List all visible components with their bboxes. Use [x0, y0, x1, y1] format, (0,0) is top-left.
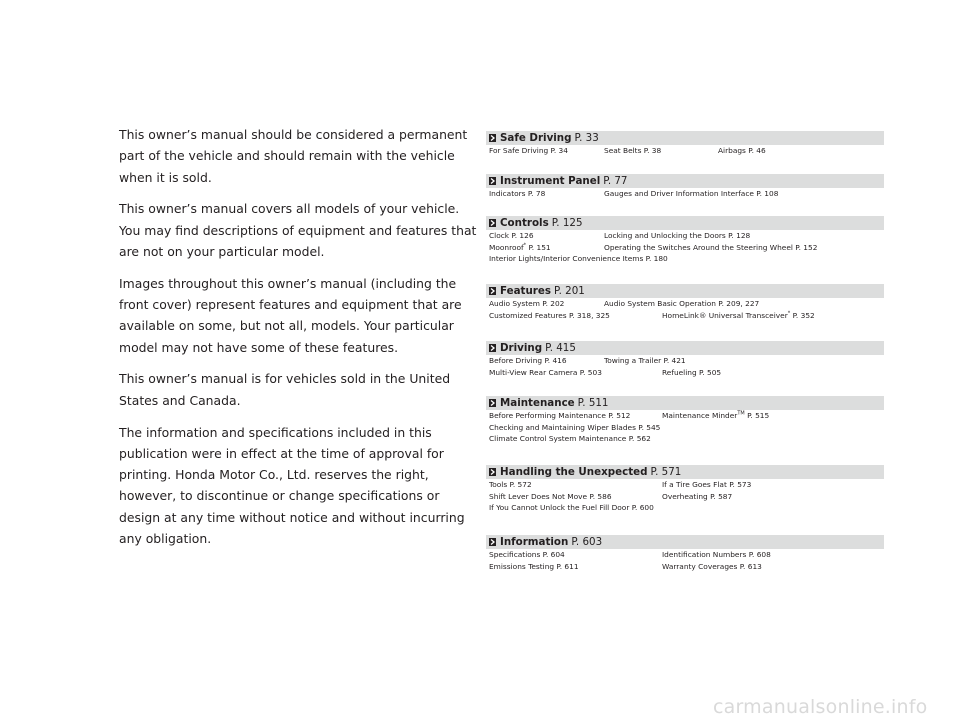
right-arrow-icon: [489, 468, 496, 476]
section-page: P. 201: [554, 285, 585, 297]
toc-link-gauges[interactable]: Gauges and Driver Information Interface P. 108: [604, 189, 779, 198]
section-page: P. 571: [650, 466, 682, 478]
toc-link-safe-driving[interactable]: [486, 131, 884, 145]
list-item: [486, 310, 884, 322]
toc-link-moonroof[interactable]: [489, 242, 551, 254]
right-arrow-icon: [489, 177, 496, 185]
toc-link-before-maintenance[interactable]: Before Performing Maintenance P. 512: [489, 411, 631, 420]
toc-link-before-driving[interactable]: Before Driving P. 416: [489, 356, 567, 365]
toc-section-safe-driving: [486, 131, 884, 157]
toc-link-indicators[interactable]: Indicators P. 78: [489, 189, 546, 198]
toc-link-interior-lights[interactable]: Interior Lights/Interior Convenience Items P. 180: [489, 254, 668, 264]
right-arrow-icon: [489, 538, 496, 546]
toc-link-identification-numbers[interactable]: Identification Numbers P. 608: [662, 550, 771, 559]
section-title: Safe Driving: [500, 132, 572, 144]
section-title: Maintenance: [500, 397, 575, 409]
toc-section-driving: [486, 341, 884, 378]
toc-link-audio-basic-operation[interactable]: Audio System Basic Operation P. 209, 227: [604, 299, 760, 308]
right-arrow-icon: [489, 219, 496, 227]
intro-paragraph: This owner’s manual covers all models of your vehicle. You may find descriptions of equipment and features that are not on your particular model.: [119, 201, 477, 259]
intro-paragraph: This owner’s manual should be considered a permanent part of the vehicle and should remain with the vehicle when it is sold.: [119, 127, 468, 185]
entry-page: P. 352: [792, 310, 815, 320]
section-page: P. 415: [545, 342, 576, 354]
section-title: Driving: [500, 342, 543, 354]
section-title: Information: [500, 536, 569, 548]
list-item: [486, 145, 884, 157]
toc-link-specifications[interactable]: Specifications P. 604: [489, 550, 565, 559]
toc-link-tools[interactable]: Tools P. 572: [489, 480, 532, 489]
toc-link-rear-camera[interactable]: Multi-View Rear Camera P. 503: [489, 367, 602, 377]
toc-link-locking-doors[interactable]: Locking and Unlocking the Doors P. 128: [604, 231, 751, 240]
toc-link-climate-control[interactable]: Climate Control System Maintenance P. 562: [489, 434, 651, 444]
trademark-mark: TM: [737, 410, 745, 417]
toc-link-refueling[interactable]: Refueling P. 505: [662, 367, 722, 377]
list-item: [486, 410, 884, 422]
list-item: [486, 188, 884, 200]
toc-link-tire-flat[interactable]: If a Tire Goes Flat P. 573: [662, 480, 752, 489]
toc-link-towing-trailer[interactable]: Towing a Trailer P. 421: [604, 356, 686, 365]
toc-link-instrument-panel[interactable]: [486, 174, 884, 188]
toc-link-homelink[interactable]: [662, 310, 815, 322]
list-item: [486, 491, 884, 503]
toc-link-maintenance-minder[interactable]: [662, 410, 769, 422]
toc-link-seat-belts[interactable]: Seat Belts P. 38: [604, 146, 662, 155]
entry-page: P. 151: [528, 242, 551, 252]
watermark: carmanualsonline.info: [713, 696, 928, 718]
list-item: [486, 253, 884, 265]
entry-page: P. 515: [747, 411, 770, 420]
toc-section-features: [486, 284, 884, 321]
list-item: [486, 422, 884, 434]
toc-link-features[interactable]: [486, 284, 884, 298]
right-arrow-icon: [489, 134, 496, 142]
toc-link-driving[interactable]: [486, 341, 884, 355]
list-item: [486, 479, 884, 491]
toc-link-controls[interactable]: [486, 216, 884, 230]
intro-paragraph: The information and specifications included in this publication were in effect at the time of approval for printing. Honda Motor Co., Ltd. reserves the right, however, to discontinue or change specifications or design at any time without notice and without incurring any obligation.: [119, 424, 465, 547]
section-title: Handling the Unexpected: [500, 466, 648, 478]
toc-link-wiper-blades[interactable]: Checking and Maintaining Wiper Blades P. 545: [489, 422, 661, 432]
toc-link-maintenance[interactable]: [486, 396, 884, 410]
list-item: [486, 549, 884, 561]
intro-text: [119, 124, 479, 560]
list-item: [486, 230, 884, 242]
asterisk: *: [787, 310, 791, 317]
right-arrow-icon: [489, 399, 496, 407]
asterisk: *: [523, 242, 527, 249]
entry-label: Maintenance Minder: [662, 411, 738, 420]
toc-link-shift-lever[interactable]: Shift Lever Does Not Move P. 586: [489, 491, 612, 501]
intro-paragraph: This owner’s manual is for vehicles sold in the United States and Canada.: [119, 371, 451, 408]
right-arrow-icon: [489, 287, 496, 295]
toc-link-steering-switches[interactable]: Operating the Switches Around the Steering Wheel P. 152: [604, 242, 818, 252]
right-arrow-icon: [489, 344, 496, 352]
toc-section-instrument-panel: [486, 174, 884, 200]
list-item: [486, 502, 884, 514]
list-item: [486, 242, 884, 254]
section-title: Instrument Panel: [500, 175, 601, 187]
toc-link-overheating[interactable]: Overheating P. 587: [662, 491, 733, 501]
list-item: [486, 298, 884, 310]
list-item: [486, 433, 884, 445]
section-page: P. 603: [571, 536, 603, 548]
entry-label: Moonroof: [489, 242, 524, 252]
toc-link-airbags[interactable]: Airbags P. 46: [718, 146, 766, 155]
toc-link-clock[interactable]: Clock P. 126: [489, 231, 534, 240]
list-item: [486, 561, 884, 573]
toc-link-for-safe-driving[interactable]: For Safe Driving P. 34: [489, 146, 568, 155]
toc-section-information: [486, 535, 884, 572]
toc-link-information[interactable]: [486, 535, 884, 549]
toc-link-audio-system[interactable]: Audio System P. 202: [489, 299, 565, 308]
section-page: P. 77: [603, 175, 628, 187]
toc-link-customized-features[interactable]: Customized Features P. 318, 325: [489, 310, 610, 320]
toc-section-maintenance: [486, 396, 884, 445]
list-item: [486, 367, 884, 379]
intro-paragraph: Images throughout this owner’s manual (including the front cover) represent features and equipment that are available on some, but not all, models. Your particular model may not have some of these features.: [119, 275, 462, 355]
toc-link-handling-unexpected[interactable]: [486, 465, 884, 479]
toc-section-controls: [486, 216, 884, 265]
toc-section-handling-unexpected: [486, 465, 884, 514]
toc-link-fuel-fill-door[interactable]: If You Cannot Unlock the Fuel Fill Door P. 600: [489, 503, 654, 513]
toc-link-warranty-coverages[interactable]: Warranty Coverages P. 613: [662, 561, 762, 571]
section-title: Controls: [500, 217, 549, 229]
entry-label: HomeLink® Universal Transceiver: [662, 310, 788, 320]
section-title: Features: [500, 285, 551, 297]
toc-link-emissions-testing[interactable]: Emissions Testing P. 611: [489, 561, 579, 571]
list-item: [486, 355, 884, 367]
section-page: P. 33: [574, 132, 599, 144]
section-page: P. 511: [577, 397, 609, 409]
section-page: P. 125: [551, 217, 583, 229]
